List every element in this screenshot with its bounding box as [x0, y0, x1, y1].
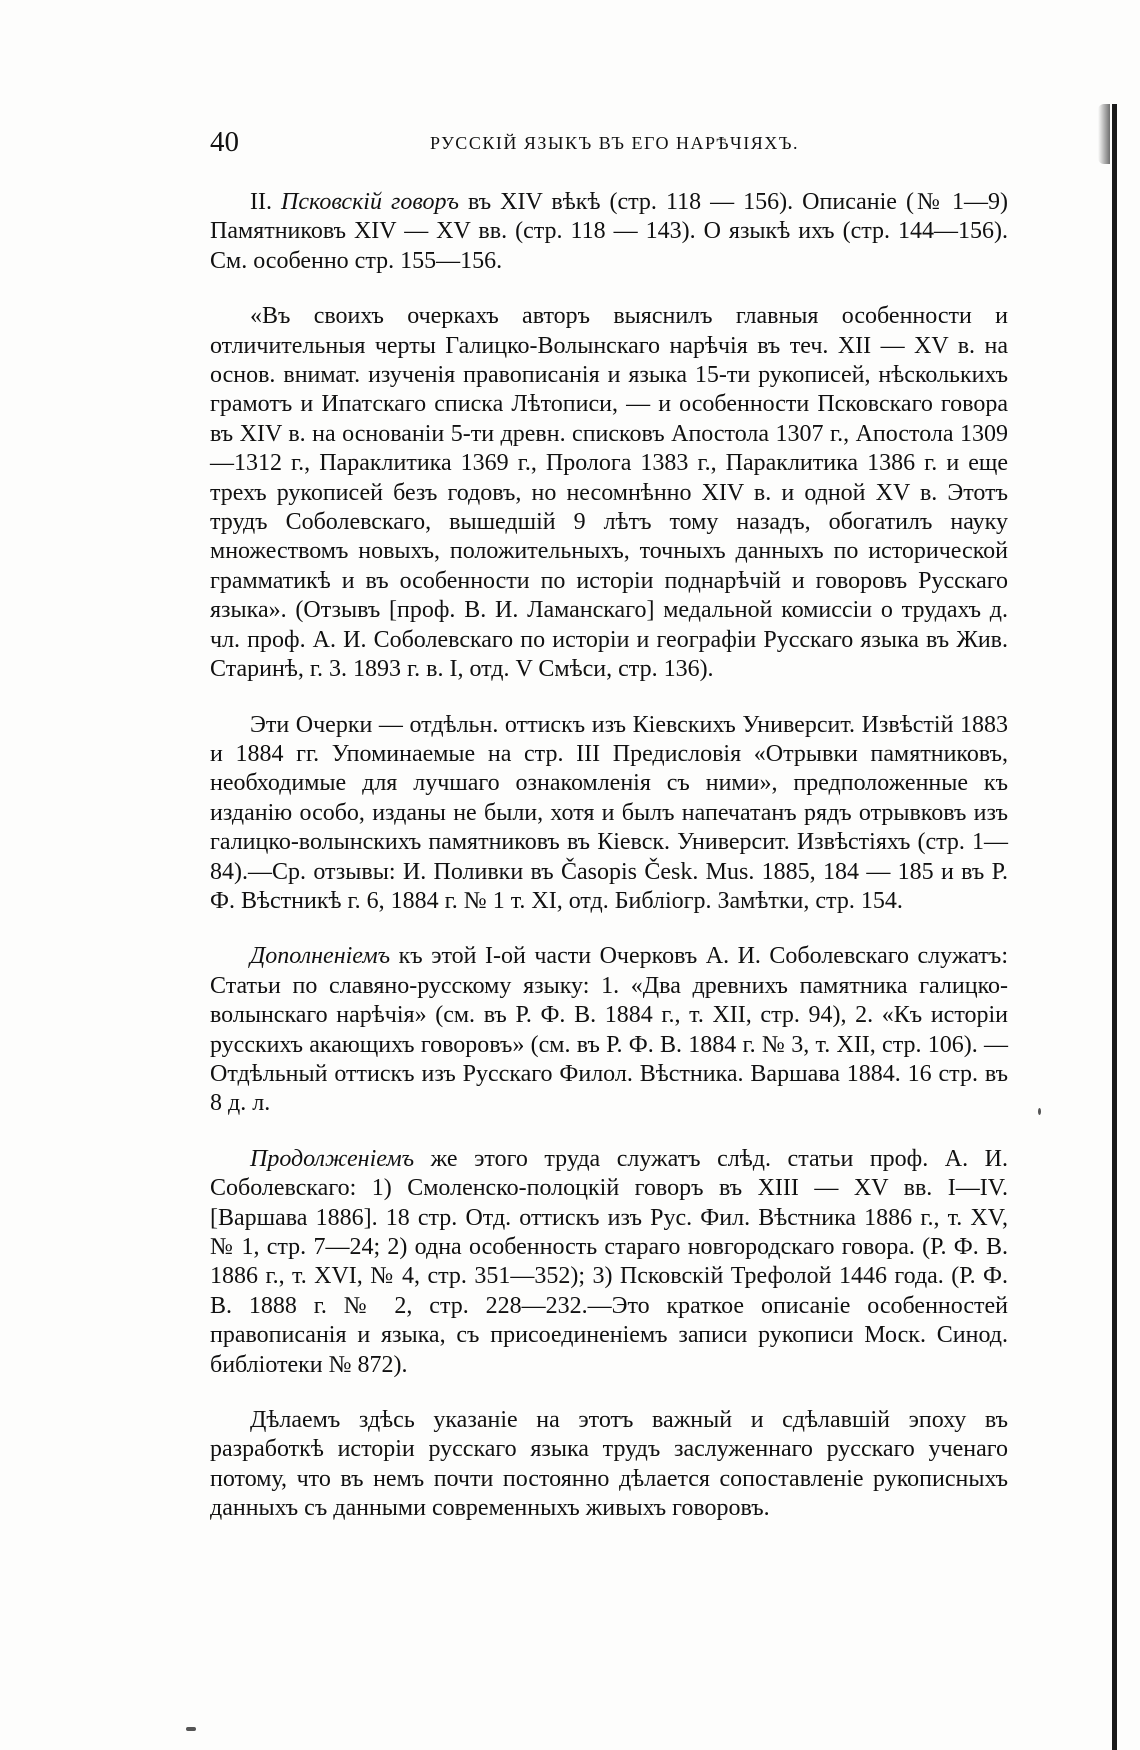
scan-speck	[186, 1727, 196, 1731]
paragraph-continuation	[210, 1145, 1008, 1380]
paragraph-body: же этого труда служатъ слѣд. статьи проф. А. И. Соболевскаго: 1) Смоленско-полоцкій говоръ въ XIII — XV вв. I—IV. [Варшава 1886]. 18 стр. Отд. оттискъ изъ Рус. Фил. Вѣстника 1886 г., т. XV, № 1, стр. 7—24; 2) одна особенность стараго новгородскаго говора. (Р. Ф. В. 1886 г., т. XVI, № 4, стр. 351—352); 3) Псковскій Трефолой 1446 года. (Р. Ф. В. 1888 г. № 2, стр. 228—232.—Это краткое описаніе особенностей правописанія и языка, съ присоединеніемъ записи рукописи Моск. Синод. библіотеки № 872).	[210, 1145, 1008, 1378]
running-title: РУССКІЙ ЯЗЫКЪ ВЪ ЕГО НАРѢЧІЯХЪ.	[430, 133, 799, 153]
page-number: 40	[210, 126, 239, 158]
paragraph-lead-italic: Продолженіемъ	[250, 1145, 415, 1172]
page-edge-rule	[1112, 104, 1117, 1750]
paragraph-pskov-dialect	[210, 188, 1008, 276]
paragraph-lead-plain: II.	[250, 189, 282, 215]
paragraph-body: къ этой I-ой части Очерковъ А. И. Соболевскаго служатъ: Статьи по славяно-русскому языку: 1. «Два древнихъ памятника галицко-волынскаго нарѣчія» (см. въ Р. Ф. В. 1884 г., т. XII, стр. 94), 2. «Къ исторіи русскихъ акающихъ говоровъ» (см. въ Р. Ф. В. 1884 г. № 3, т. XII, стр. 106). — Отдѣльный оттискъ изъ Русскаго Филол. Вѣстника. Варшава 1884. 16 стр. въ 8 д. л.	[210, 943, 1008, 1117]
text-column	[210, 188, 1008, 1550]
paragraph-body: «Въ своихъ очеркахъ авторъ выяснилъ главныя особенности и отличительныя черты Галицко-Волынскаго нарѣчія въ теч. XII — XV в. на основ. внимат. изученія правописанія и языка 15-ти рукописей, нѣсколькихъ грамотъ и Ипатскаго списка Лѣтописи, — и особенности Псковскаго говора въ XIV в. на основаніи 5-ти древн. списковъ Апостола 1307 г., Апостола 1309 —1312 г., Параклитика 1369 г., Пролога 1383 г., Параклитика 1386 г. и еще трехъ рукописей безъ годовъ, но несомнѣнно XIV в. и одной XV в. Этотъ трудъ Соболевскаго, вышедшій 9 лѣтъ тому назадъ, обогатилъ науку множествомъ новыхъ, положительныхъ, точныхъ данныхъ по исторической грамматикѣ и въ особенности по исторіи поднарѣчій и говоровъ Русскаго языка». (Отзывъ [проф. В. И. Ламанскаго] медальной комиссіи о трудахъ д. чл. проф. А. И. Соболевскаго по исторіи и географіи Русскаго языка въ Жив. Старинѣ, г. 3. 1893 г. в. I, отд. V Смѣси, стр. 136).	[210, 303, 1008, 683]
paragraph-body: Эти Очерки — отдѣльн. оттискъ изъ Кіевскихъ Университ. Извѣстій 1883 и 1884 гг. Упоминаемые на стр. III Предисловія «Отрывки памятниковъ, необходимые для лучшаго ознакомленія съ ними», предположенные къ изданію особо, изданы не были, хотя и былъ напечатанъ рядъ отрывковъ изъ галицко-волынскихъ памятниковъ въ Кіевск. Университ. Извѣстіяхъ (стр. 1—84).—Ср. отзывы: И. Поливки въ Časopis Česk. Mus. 1885, 184 — 185 и въ Р. Ф. Вѣстникѣ г. 6, 1884 г. № 1 т. XI, отд. Библіогр. Замѣтки, стр. 154.	[210, 711, 1008, 914]
paragraph-body: въ XIV вѣкѣ (стр. 118 — 156). Описаніе (№ 1—9) Памятниковъ XIV — XV вв. (стр. 118 — 143). О языкѣ ихъ (стр. 144—156). См. особенно стр. 155—156.	[210, 189, 1008, 274]
paragraph-lead-italic: Псковскій говоръ	[281, 189, 459, 215]
paragraph-closing-remark	[210, 1406, 1008, 1524]
paragraph-offprint-note	[210, 711, 1008, 917]
paragraph-body: Дѣлаемъ здѣсь указаніе на этотъ важный и сдѣлавшій эпоху въ разработкѣ исторіи русскаго языка трудъ заслуженнаго русскаго ученаго потому, что въ немъ почти постоянно дѣлается сопоставленіе рукописныхъ данныхъ съ данными современныхъ живыхъ говоровъ.	[210, 1407, 1008, 1522]
binding-shadow	[1098, 104, 1110, 164]
paragraph-supplement	[210, 942, 1008, 1118]
paragraph-lead-italic: Дополненіемъ	[250, 943, 391, 970]
page-header	[210, 122, 1010, 162]
scan-speck	[1038, 1108, 1041, 1115]
paragraph-review-quote	[210, 302, 1008, 684]
